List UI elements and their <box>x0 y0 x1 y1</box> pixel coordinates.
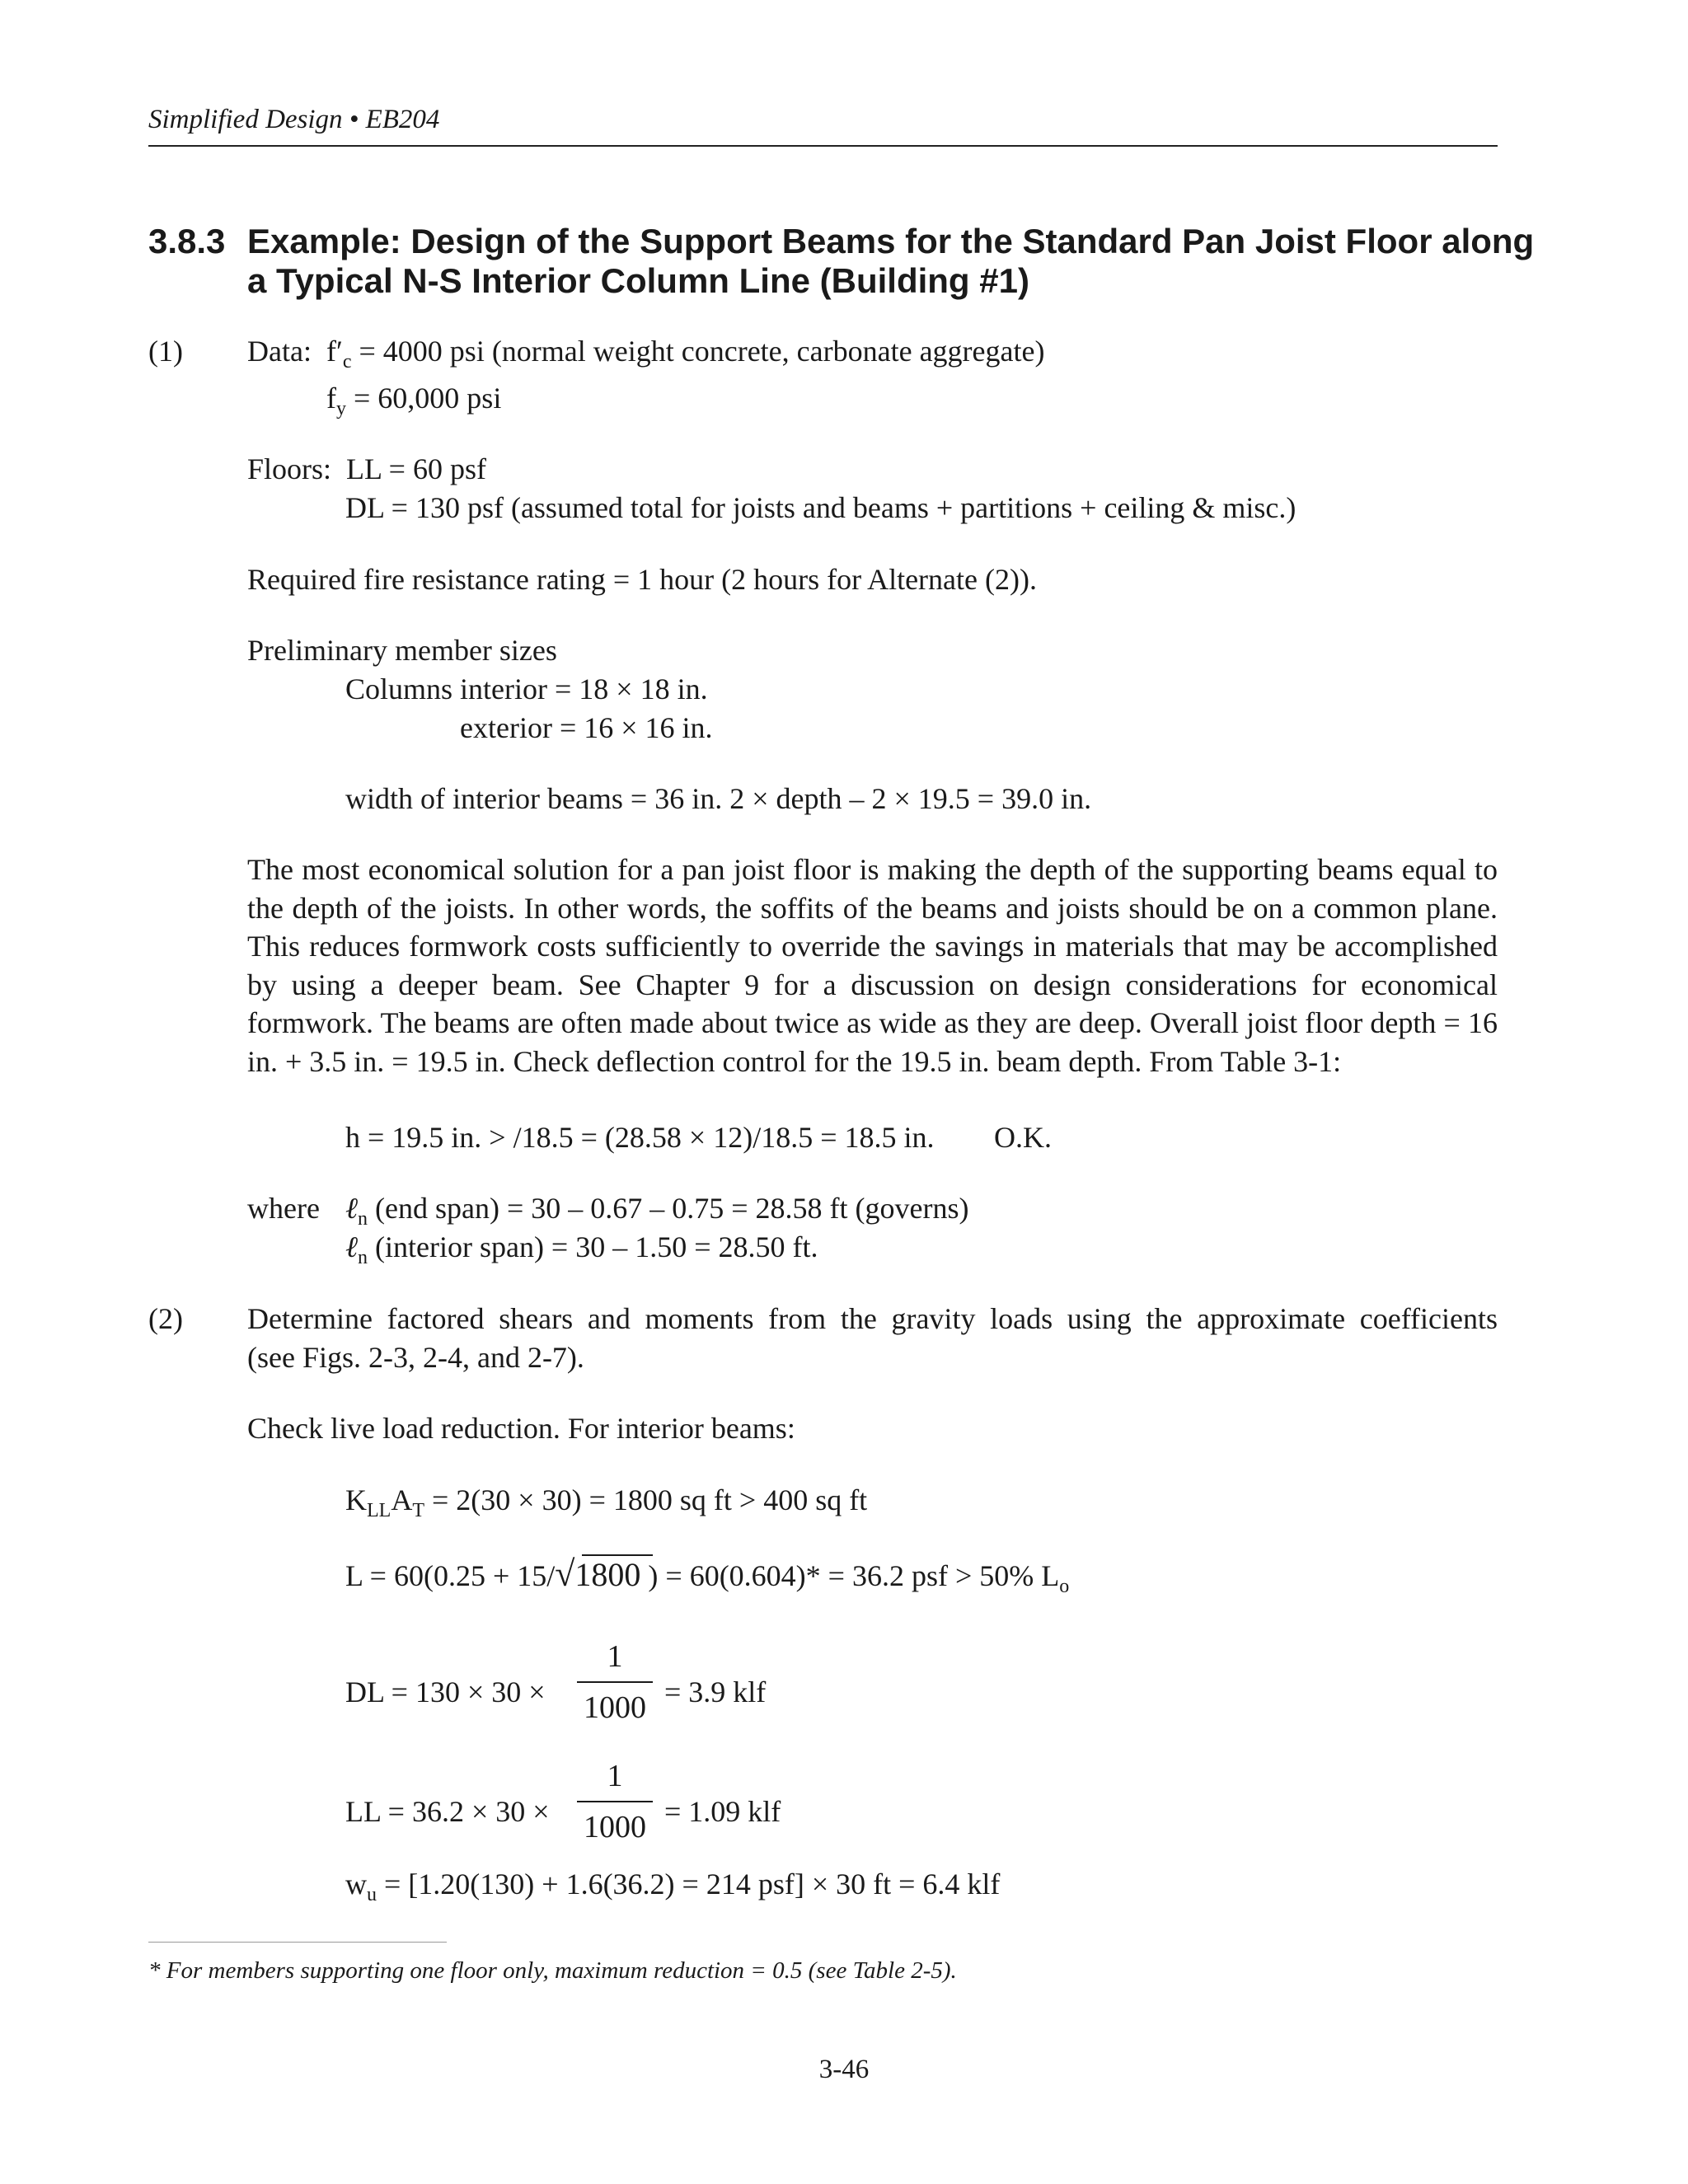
section-title-line1: Example: Design of the Support Beams for the Standard Pan Joist Floor along <box>247 222 1535 260</box>
floors-label: Floors: <box>247 452 332 485</box>
sqrt-bar <box>582 1554 653 1556</box>
fy-line <box>326 379 502 420</box>
ll-klf-result: = 1.09 klf <box>664 1795 781 1828</box>
ln-subscript: n <box>358 1208 368 1230</box>
sqrt-radicand: 1800 <box>574 1556 641 1593</box>
data-line <box>247 332 1045 373</box>
where-label: where <box>247 1192 320 1225</box>
live-load-reduction: Check live load reduction. For interior beams: <box>247 1412 795 1445</box>
step-2-intro-line1: Determine factored shears and moments from the gravity loads using the approximate coefficients <box>247 1302 1498 1335</box>
dl-fraction-bar <box>577 1681 653 1683</box>
section-title-line2: a Typical N-S Interior Column Line (Building #1) <box>247 261 1029 300</box>
footnote: * For members supporting one floor only, maximum reduction = 0.5 (see Table 2-5). <box>148 1957 957 1984</box>
ll-klf-left: LL = 36.2 × 30 × <box>345 1795 550 1828</box>
footnote-rule <box>148 1942 447 1943</box>
section-number: 3.8.3 <box>148 222 226 260</box>
ln-subscript: n <box>358 1247 368 1269</box>
dl-numerator: 1 <box>607 1639 623 1674</box>
ln-interior-span: ℓ$_n$ (interior span) = 30 – 1.50 = 28.50 ft. <box>345 1230 818 1269</box>
kll-at-line: $K_{LL}A_T = 2(30 \times 30) = 1800$ sq ft > 400 sq ft <box>345 1483 868 1522</box>
page-number: 3-46 <box>818 2055 870 2084</box>
h-check: h = 19.5 in. > /18.5 = (28.58 × 12)/18.5 = 18.5 in. <box>345 1121 935 1154</box>
fire-rating: Required fire resistance rating = 1 hour (2 hours for Alternate (2)). <box>247 563 1037 596</box>
fy-symbol: f <box>326 382 336 415</box>
data-label: Data: <box>247 335 312 368</box>
sqrt-sign: √ <box>555 1554 575 1594</box>
fc-value: = 4000 psi (normal weight concrete, carbonate aggregate) <box>351 335 1045 368</box>
step-1-label: (1) <box>148 335 183 368</box>
fc-subscript: c <box>342 351 352 373</box>
fy-value: = 60,000 psi <box>346 382 502 415</box>
running-header: Simplified Design • EB204 <box>148 105 440 134</box>
floors-line <box>247 450 486 488</box>
live-load: LL = 60 psf <box>346 452 486 485</box>
reduced-live-load: L = 60(0.25 + 15/√1800 ) = 60(0.604)* = 36.2 psf > 50% $L_o$ <box>345 1554 1070 1598</box>
columns-interior: Columns interior = 18 × 18 in. <box>345 673 708 705</box>
factored-load: $w_u = [1.20(130) + 1.6(36.2) = 214$ psf] × 30 ft = 6.4 klf <box>345 1868 1001 1906</box>
ll-fraction-bar <box>577 1801 653 1802</box>
ln-end-span: ℓ$_n$ (end span) = 30 – 0.67 – 0.75 = 28.58 ft (governs) <box>345 1192 969 1230</box>
ok-mark: O.K. <box>994 1121 1052 1154</box>
ln-symbol: ℓ <box>345 1192 358 1225</box>
beam-width: width of interior beams = 36 in. 2 × depth – 2 × 19.5 = 39.0 in. <box>345 782 1092 815</box>
step-2-intro-line2: (see Figs. 2-3, 2-4, and 2-7). <box>247 1341 584 1374</box>
columns-exterior: exterior = 16 × 16 in. <box>460 711 713 744</box>
dl-denominator: 1000 <box>584 1690 646 1725</box>
dl-klf-result: = 3.9 klf <box>664 1675 767 1708</box>
dl-klf-left: DL = 130 × 30 × <box>345 1675 546 1708</box>
economy-paragraph: The most economical solution for a pan joist floor is making the depth of the supporting beams equal to the depth of the joists. In other words, the soffits of the beams and joists should be on a common plane. This reduces formwork costs sufficiently to override the savings in materials that may be accomplished by using a deeper beam. See Chapter 9 for a discussion on design considerations for economical formwork. The beams are often made about twice as wide as they are deep. Overall joist floor depth = 16 in. + 3.5 in. = 19.5 in. Check deflection control for the 19.5 in. beam depth. From Table 3-1: <box>247 853 1498 1078</box>
ll-numerator: 1 <box>607 1759 623 1793</box>
ll-denominator: 1000 <box>584 1810 646 1844</box>
fy-subscript: y <box>336 398 346 420</box>
fc-symbol: f′ <box>326 335 343 368</box>
step-2-label: (2) <box>148 1302 183 1335</box>
dead-load: DL = 130 psf (assumed total for joists and beams + partitions + ceiling & misc.) <box>345 491 1296 524</box>
section-title <box>148 221 1534 262</box>
ln-symbol: ℓ <box>345 1230 358 1263</box>
prelim-sizes: Preliminary member sizes <box>247 634 557 667</box>
header-rule <box>148 145 1498 147</box>
